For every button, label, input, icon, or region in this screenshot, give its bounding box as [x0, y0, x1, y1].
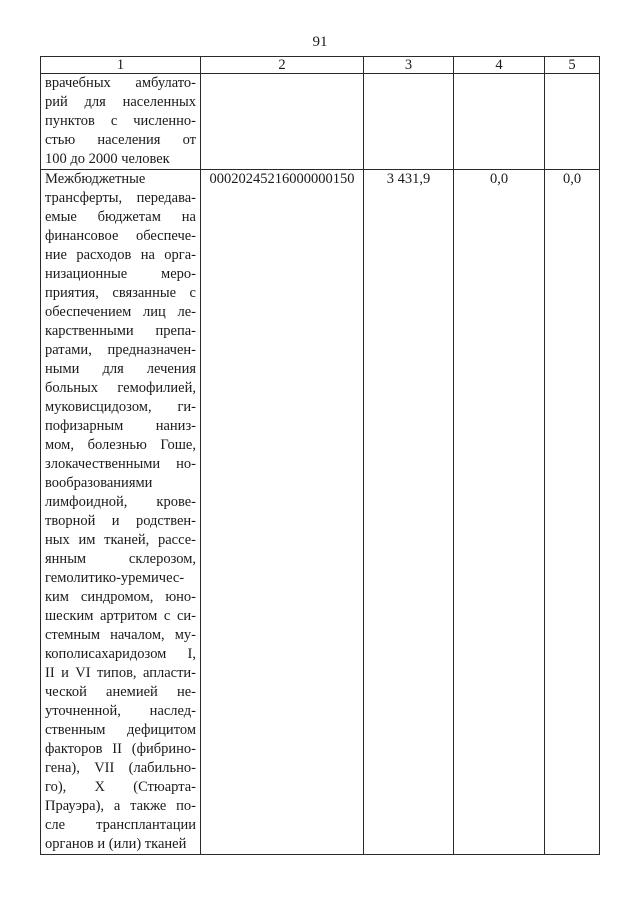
description-line: пофизарным наниз-: [45, 418, 196, 434]
column-header: 2: [201, 57, 364, 74]
description-line: ние расходов на орга-: [45, 247, 196, 263]
row-description: [41, 170, 201, 855]
description-line: обеспечением лиц ле-: [45, 304, 196, 320]
description-line: трансферты, передава-: [45, 190, 196, 206]
description-line: емые бюджетам на: [45, 209, 196, 225]
description-line: рий для населенных: [45, 94, 196, 110]
table-row: [41, 170, 600, 855]
table-header-row: [41, 57, 600, 74]
description-line: ческой анемией не-: [45, 684, 196, 700]
description-line: органов и (или) тканей: [45, 836, 187, 852]
column-header: 1: [41, 57, 201, 74]
description-line: пунктов с численно-: [45, 113, 196, 129]
description-line: сле трансплантации: [45, 817, 196, 833]
description-line: финансовое обеспече-: [45, 228, 196, 244]
description-line: уточненной, наслед-: [45, 703, 196, 719]
row-value-col5: [545, 74, 600, 170]
row-code: [201, 74, 364, 170]
description-line: врачебных амбулато-: [45, 75, 196, 91]
description-line: кополисахаридозом I,: [45, 646, 196, 662]
column-header: 5: [545, 57, 600, 74]
row-value-col3: [364, 74, 454, 170]
description-line: ратами, предназначен-: [45, 342, 196, 358]
row-code: 00020245216000000150: [201, 170, 364, 855]
row-value-col5: 0,0: [545, 170, 600, 855]
description-line: вообразованиями: [45, 475, 153, 491]
description-line: творной и родствен-: [45, 513, 196, 529]
row-value-col4: 0,0: [454, 170, 545, 855]
description-line: Прауэра), а также по-: [45, 798, 196, 814]
description-line: го), X (Стюарта-: [45, 779, 196, 795]
budget-table: [40, 56, 600, 855]
description-line: больных гемофилией,: [45, 380, 196, 396]
description-line: ким синдромом, юно-: [45, 589, 196, 605]
description-line: приятия, связанные с: [45, 285, 196, 301]
description-line: низационные меро-: [45, 266, 196, 282]
table-row: [41, 74, 600, 170]
description-line: шеским артритом с си-: [45, 608, 196, 624]
description-line: гемолитико-уремичес-: [45, 570, 185, 586]
description-line: ных им тканей, рассе-: [45, 532, 196, 548]
description-line: факторов II (фибрино-: [45, 741, 196, 757]
description-line: стемным началом, му-: [45, 627, 196, 643]
description-line: II и VI типов, апласти-: [45, 665, 196, 681]
description-line: мом, болезнью Гоше,: [45, 437, 196, 453]
description-line: 100 до 2000 человек: [45, 151, 170, 167]
row-description: [41, 74, 201, 170]
page-number: 91: [312, 34, 328, 50]
description-line: злокачественными но-: [45, 456, 196, 472]
description-line: янным склерозом,: [45, 551, 196, 567]
description-line: ственным дефицитом: [45, 722, 196, 738]
description-line: лимфоидной, крове-: [45, 494, 196, 510]
column-header: 4: [454, 57, 545, 74]
row-value-col4: [454, 74, 545, 170]
column-header: 3: [364, 57, 454, 74]
row-value-col3: 3 431,9: [364, 170, 454, 855]
description-line: муковисцидозом, ги-: [45, 399, 196, 415]
description-line: гена), VII (лабильно-: [45, 760, 196, 776]
description-line: карственными препа-: [45, 323, 196, 339]
description-line: стью населения от: [45, 132, 196, 148]
description-line: Межбюджетные: [45, 171, 146, 187]
description-line: ными для лечения: [45, 361, 196, 377]
